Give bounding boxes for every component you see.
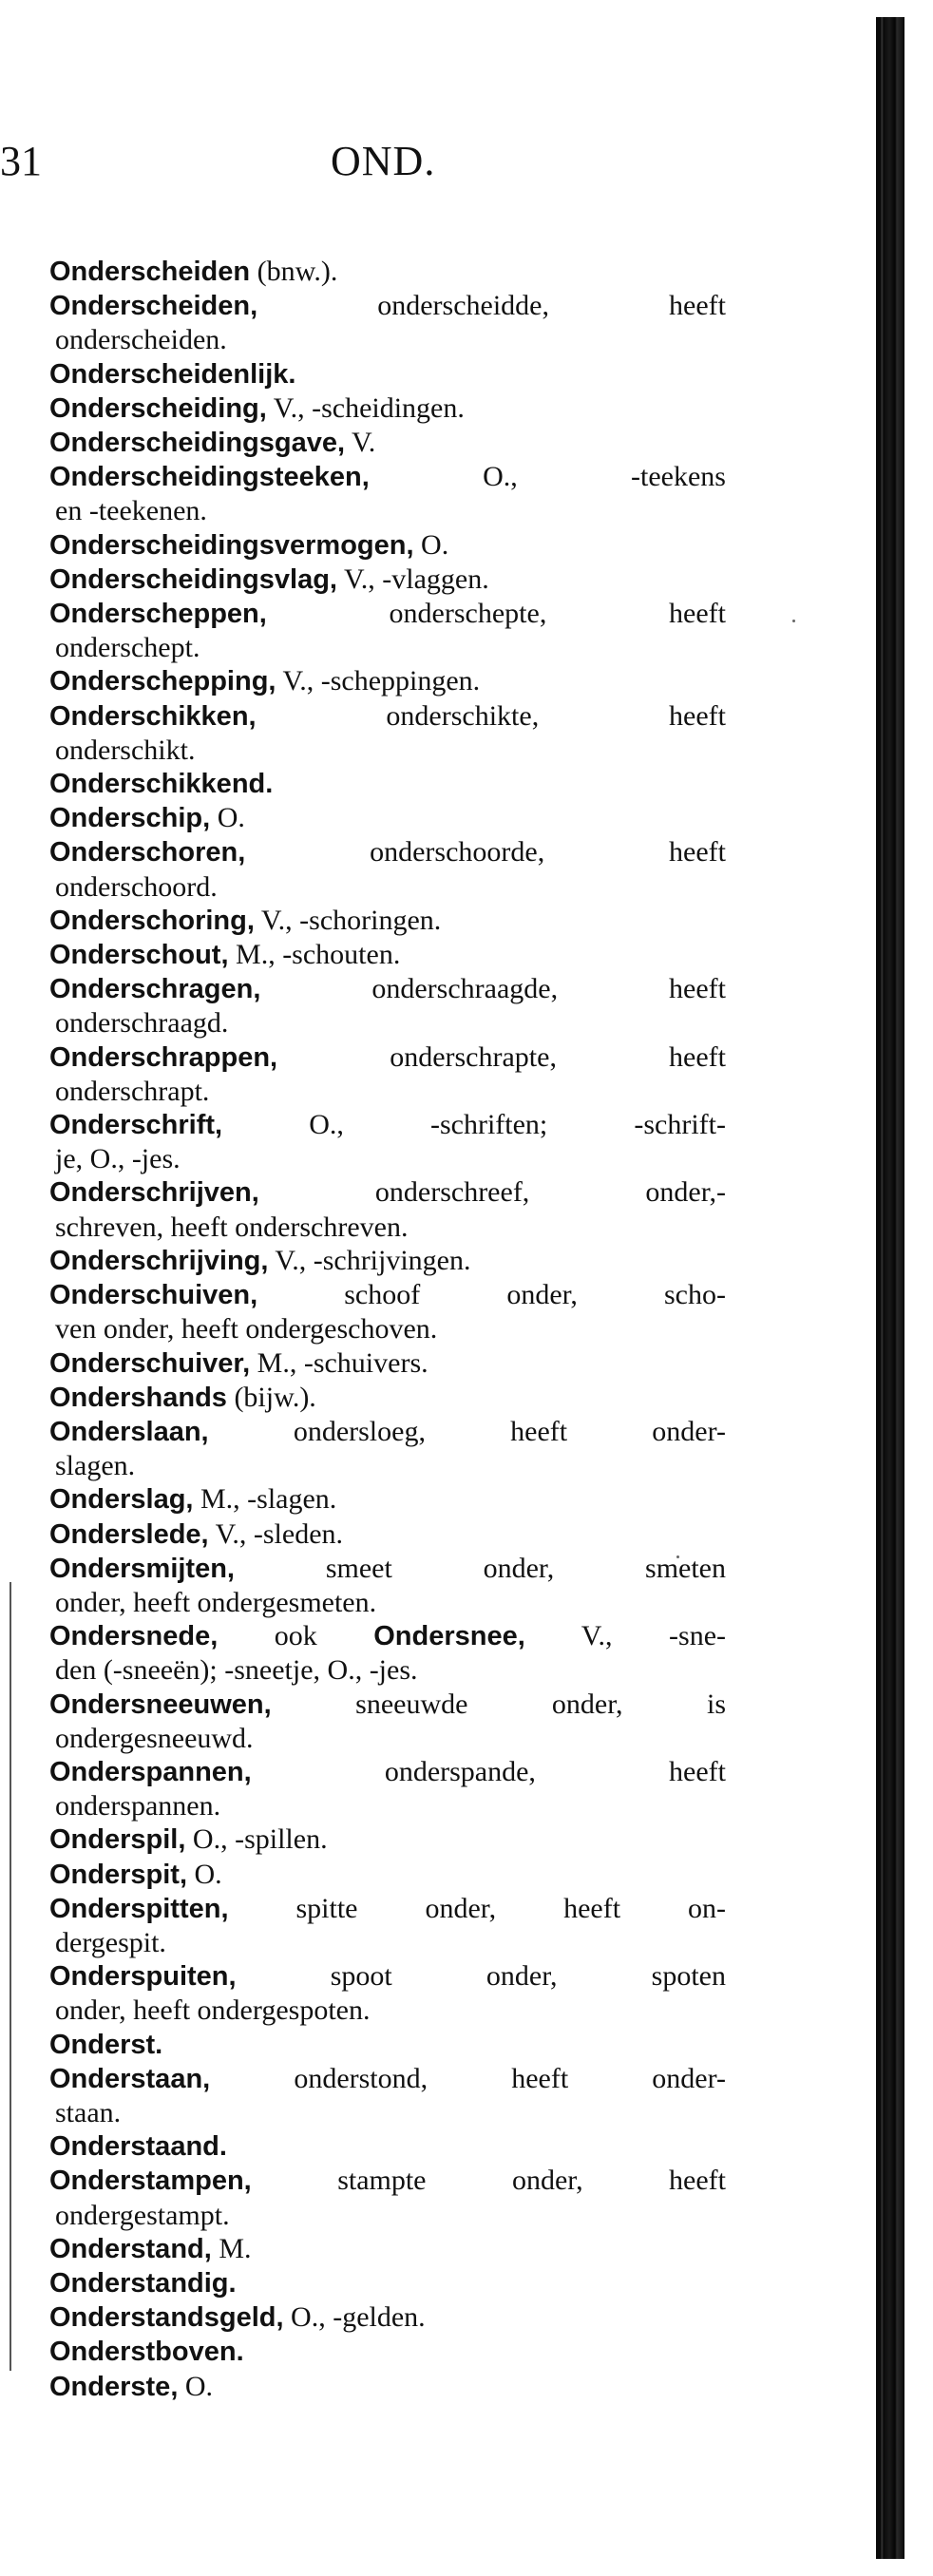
entry-first-line [49, 767, 726, 801]
entry-headword: Onderschragen, [49, 974, 261, 1005]
entry-headword: Onderslaan, [49, 1416, 209, 1447]
entry-definition: (bijw.). [226, 1381, 316, 1413]
entry-definition: M., -schouten. [228, 939, 401, 971]
entry-headword: Onderspuiten, [49, 1961, 237, 1993]
dictionary-entry [49, 2164, 726, 2231]
entry-definition: (bnw.). [250, 256, 338, 287]
entry-first-line [49, 1482, 726, 1517]
entry-continuation-line: staan. [55, 2096, 122, 2128]
dictionary-entry [49, 1858, 726, 1892]
entry-headword: Onderscheppen, [49, 599, 267, 630]
entry-definition: onderschreef, onder,- [258, 1176, 726, 1209]
entry-continuation-line: onderschoord. [55, 870, 218, 903]
entry-definition: V., -schrijvingen. [268, 1244, 471, 1276]
binding-edge [876, 17, 904, 2559]
dictionary-entry [49, 1688, 726, 1755]
entry-headword: Onderstaan, [49, 2063, 211, 2094]
entry-first-line [49, 1108, 726, 1142]
entry-first-line [49, 2300, 726, 2335]
dictionary-entry [49, 1175, 726, 1243]
entry-headword: Onderschrappen, [49, 1041, 278, 1073]
entry-first-line [49, 357, 726, 391]
entry-continuation-line: onderschept. [55, 632, 200, 664]
entry-first-line [49, 1244, 726, 1278]
entry-first-line [49, 2335, 726, 2369]
page-speck [792, 620, 795, 622]
dictionary-entry [49, 1619, 726, 1687]
dictionary-entry [49, 767, 726, 801]
entry-headword: Onderschoring, [49, 905, 255, 936]
entry-headword: Onderslede, [49, 1518, 209, 1550]
dictionary-entry [49, 835, 726, 903]
margin-rule [10, 1582, 11, 2371]
entry-definition: V., -schoringen. [254, 904, 442, 936]
entry-headword: Onderscheidingsvlag, [49, 563, 337, 595]
entry-first-line [49, 1858, 726, 1892]
entry-headword: Ondersnede, [49, 1621, 219, 1652]
dictionary-entry [49, 460, 726, 527]
running-head: OND. [331, 138, 436, 184]
entry-first-line [49, 597, 726, 631]
dictionary-entry [49, 2335, 726, 2369]
entry-first-line [49, 1278, 726, 1312]
entry-definition: O., -gelden. [283, 2301, 426, 2334]
entry-continuation-line: ven onder, heeft ondergeschoven. [55, 1313, 438, 1345]
entry-definition: onderschepte, heeft [266, 598, 726, 630]
entry-headword: Onderscheidingsvermogen, [49, 529, 414, 561]
dictionary-entry [49, 801, 726, 835]
entry-definition: O. [413, 528, 449, 561]
entry-definition: onderschikte, heeft [256, 699, 726, 732]
entry-headword: Onderschuiven, [49, 1280, 258, 1311]
entry-first-line [49, 972, 726, 1006]
dictionary-entry [49, 2232, 726, 2266]
entry-definition: stampte onder, heeft [251, 2165, 726, 2197]
entry-headword: Onderschrijving, [49, 1245, 269, 1276]
entry-headword: Onderspannen, [49, 1756, 252, 1787]
entry-first-line [49, 563, 726, 597]
dictionary-entry [49, 1244, 726, 1278]
dictionary-entry [49, 1517, 726, 1552]
entry-continuation-line: ondergestampt. [55, 2199, 230, 2231]
entry-first-line [49, 1822, 726, 1857]
dictionary-entry [49, 1892, 726, 1959]
entry-continuation-line: ondergesneeuwd. [55, 1722, 254, 1754]
dictionary-entry [49, 1381, 726, 1415]
entry-continuation-line: onderspannen. [55, 1790, 221, 1822]
entry-definition: ondersloeg, heeft onder- [208, 1415, 726, 1447]
entry-first-line [49, 2232, 726, 2266]
entry-first-line [49, 2164, 726, 2198]
entry-first-line [49, 1175, 726, 1210]
entry-connector: ook [218, 1620, 374, 1652]
entry-continuation-line: den (-sneeën); -sneetje, O., -jes. [55, 1654, 418, 1687]
entry-definition: O. [178, 2370, 214, 2402]
entry-definition: onderschraagde, heeft [260, 973, 726, 1005]
entry-definition: schoof onder, scho- [257, 1279, 726, 1311]
entry-continuation-line: dergespit. [55, 1926, 166, 1958]
entry-first-line [49, 528, 726, 563]
dictionary-entries [49, 255, 726, 2404]
dictionary-entry [49, 1415, 726, 1482]
entry-first-line [49, 289, 726, 323]
entry-headword: Onderscheiden [49, 257, 251, 287]
entry-first-line [49, 2028, 726, 2062]
dictionary-entry [49, 1278, 726, 1345]
entry-definition: onderscheidde, heeft [257, 290, 726, 322]
entry-first-line [49, 1552, 726, 1586]
entry-first-line [49, 1688, 726, 1722]
entry-headword: Onderstampen, [49, 2166, 252, 2197]
entry-definition: O. [187, 1858, 222, 1890]
dictionary-entry [49, 1482, 726, 1517]
entry-first-line [49, 1755, 726, 1789]
entry-continuation-line: slagen. [55, 1450, 136, 1482]
dictionary-entry [49, 357, 726, 391]
entry-first-line [49, 1959, 726, 1994]
entry-first-line [49, 1517, 726, 1552]
entry-first-line [49, 2266, 726, 2300]
entry-first-line [49, 835, 726, 869]
entry-definition: onderstond, heeft onder- [210, 2062, 726, 2094]
entry-headword: Ondershands [49, 1382, 227, 1413]
entry-headword: Onderschrift, [49, 1110, 223, 1141]
dictionary-entry [49, 563, 726, 597]
entry-definition: onderschrapte, heeft [277, 1040, 726, 1073]
entry-headword: Onderschikkend. [49, 769, 274, 800]
entry-headword: Onderstboven. [49, 2337, 244, 2368]
entry-first-line [49, 391, 726, 426]
dictionary-entry [49, 1755, 726, 1822]
entry-continuation-line: onderschrapt. [55, 1075, 210, 1107]
entry-headword: Onderschuiver, [49, 1347, 251, 1379]
entry-definition: M. [211, 2232, 252, 2264]
entry-definition: O. [210, 802, 245, 834]
entry-first-line [49, 1892, 726, 1926]
entry-first-line [49, 2129, 726, 2164]
entry-headword: Onderschip, [49, 803, 211, 834]
entry-headword: Onderscheiding, [49, 392, 267, 424]
entry-first-line [49, 1381, 726, 1415]
entry-headword: Onderscheidingsteeken, [49, 462, 370, 493]
dictionary-entry [49, 1346, 726, 1381]
entry-first-line [49, 426, 726, 460]
entry-headword: Onderstaand. [49, 2131, 227, 2163]
entry-first-line [49, 2370, 726, 2404]
dictionary-entry [49, 2370, 726, 2404]
entry-first-line [49, 801, 726, 835]
dictionary-entry [49, 699, 726, 767]
entry-headword: Onderstand, [49, 2233, 212, 2264]
entry-first-line [49, 699, 726, 734]
dictionary-entry [49, 664, 726, 698]
entry-definition: M., -slagen. [193, 1483, 337, 1516]
entry-headword: Onderscheiden, [49, 291, 258, 322]
entry-definition: spitte onder, heeft on- [228, 1892, 726, 1924]
page-header [0, 133, 855, 190]
dictionary-entry [49, 1959, 726, 2027]
entry-definition: spoot onder, spoten [236, 1960, 726, 1993]
entry-definition: V., -scheidingen. [266, 391, 465, 424]
entry-definition: smeet onder, smeten [235, 1552, 726, 1584]
entry-headword: Onderste, [49, 2371, 179, 2402]
entry-definition: onderspande, heeft [251, 1755, 726, 1787]
entry-headword: Onderspit, [49, 1859, 188, 1890]
dictionary-entry [49, 1040, 726, 1108]
entry-continuation-line: onderschikt. [55, 734, 196, 766]
entry-headword: Onderslag, [49, 1484, 194, 1516]
entry-continuation-line: onder, heeft ondergespoten. [55, 1994, 371, 2027]
page-number: 31 [0, 138, 42, 184]
entry-definition: M., -schuivers. [250, 1346, 428, 1379]
entry-first-line [49, 2062, 726, 2096]
entry-headword: Onderschrijven, [49, 1177, 259, 1209]
entry-definition: O., -schriften; -schrift- [222, 1109, 726, 1141]
dictionary-entry [49, 1822, 726, 1857]
dictionary-entry [49, 904, 726, 938]
entry-headword: Onderspitten, [49, 1893, 229, 1924]
entry-definition: V., -sleden. [208, 1517, 344, 1550]
dictionary-entry [49, 1552, 726, 1619]
dictionary-entry [49, 2300, 726, 2335]
dictionary-entry [49, 972, 726, 1040]
entry-headword: Onderspil, [49, 1824, 186, 1856]
entry-continuation-line: onder, heeft ondergesmeten. [55, 1586, 377, 1618]
entry-first-line [49, 1619, 726, 1653]
entry-definition: onderschoorde, heeft [245, 836, 726, 868]
entry-first-line [49, 255, 726, 289]
entry-headword: Ondersneeuwen, [49, 1689, 272, 1720]
entry-definition: O., -spillen. [185, 1823, 328, 1856]
dictionary-entry [49, 255, 726, 289]
entry-definition: sneeuwde onder, is [271, 1688, 726, 1720]
entry-variant-headword: Ondersnee, [373, 1621, 525, 1652]
entry-continuation-line: schreven, heeft onderschreven. [55, 1211, 409, 1243]
entry-definition: V. [345, 427, 376, 459]
entry-headword: Onderstandsgeld, [49, 2302, 284, 2334]
dictionary-entry [49, 2062, 726, 2129]
entry-continuation-line: je, O., -jes. [55, 1143, 181, 1175]
entry-first-line [49, 1415, 726, 1449]
entry-definition: O., -teekens [369, 461, 726, 493]
entry-first-line [49, 664, 726, 698]
entry-continuation-line: onderschraagd. [55, 1007, 229, 1040]
entry-headword: Ondersmijten, [49, 1553, 235, 1584]
entry-headword: Onderstandig. [49, 2267, 237, 2299]
entry-headword: Onderscheidingsgave, [49, 428, 346, 459]
dictionary-entry [49, 528, 726, 563]
entry-first-line [49, 1040, 726, 1075]
dictionary-entry [49, 289, 726, 356]
entry-first-line [49, 938, 726, 972]
entry-headword: Onderschout, [49, 940, 229, 971]
dictionary-entry [49, 391, 726, 426]
dictionary-entry [49, 426, 726, 460]
dictionary-entry [49, 2129, 726, 2164]
dictionary-entry [49, 597, 726, 664]
entry-first-line [49, 460, 726, 494]
entry-headword: Onderscheidenlijk. [49, 358, 296, 390]
dictionary-entry [49, 2266, 726, 2300]
entry-first-line [49, 904, 726, 938]
entry-headword: Onderst. [49, 2029, 163, 2060]
entry-definition: V., -vlaggen. [336, 563, 489, 595]
dictionary-entry [49, 1108, 726, 1175]
dictionary-entry [49, 938, 726, 972]
entry-definition: V., -sne- [524, 1620, 726, 1652]
entry-headword: Onderschikken, [49, 700, 257, 732]
entry-headword: Onderschepping, [49, 666, 276, 697]
entry-definition: V., -scheppingen. [276, 665, 481, 697]
entry-headword: Onderschoren, [49, 837, 246, 868]
entry-continuation-line: en -teekenen. [55, 495, 207, 527]
dictionary-entry [49, 2028, 726, 2062]
entry-first-line [49, 1346, 726, 1381]
entry-continuation-line: onderscheiden. [55, 324, 227, 356]
